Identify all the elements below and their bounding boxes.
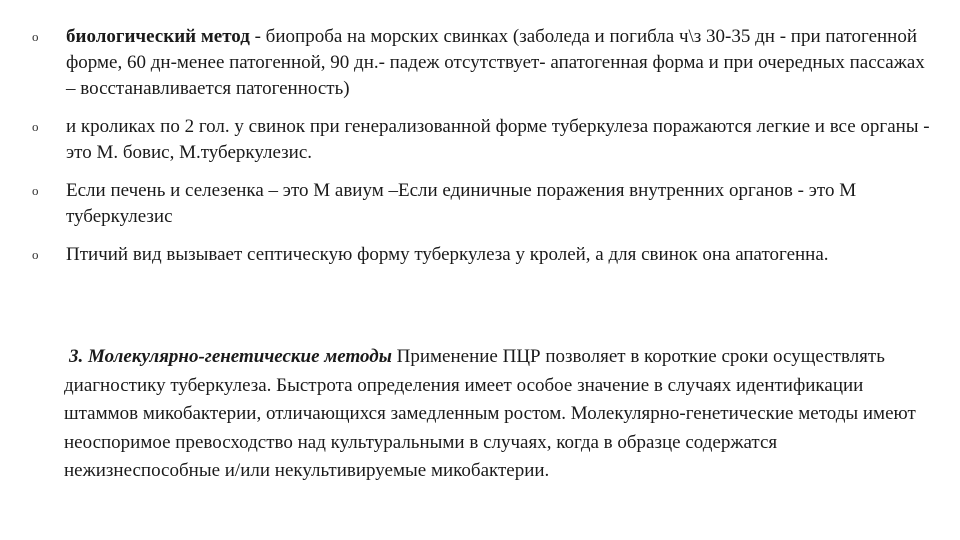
bullet-marker: o xyxy=(32,183,39,198)
list-item xyxy=(0,178,960,230)
section-paragraph xyxy=(64,343,934,486)
section-heading: 3. Молекулярно-генетические методы xyxy=(69,346,392,367)
list-item-text: Если печень и селезенка – это М авиум –Если единичные поражения внутренних органов - это М туберкулезис xyxy=(66,180,857,227)
bullet-list xyxy=(0,24,960,280)
list-item-text: Птичий вид вызывает септическую форму туберкулеза у кролей, а для свинок она апатогенна. xyxy=(66,244,829,265)
list-item xyxy=(0,114,960,166)
list-item xyxy=(0,24,960,102)
list-item-text: - биопроба на морских свинках (заболеда и погибла ч\з 30-35 дн - при патогенной форме, 60 дн-менее патогенной, 90 дн.- падеж отсутствует- апатогенная форма и при очередных пассажах – восстанавливается патогенность) xyxy=(66,26,925,99)
section-body: Применение ПЦР позволяет в короткие сроки осуществлять диагностику туберкулеза. Быстрота определения имеет особое значение в случаях идентификации штаммов микобактерии, отличающихся замедленным ростом. Молекулярно-генетические методы имеют неоспоримое превосходство над культуральными в случаях, когда в образце содержатся нежизнеспособные и/или некультивируемые микобактерии. xyxy=(64,346,916,482)
list-item xyxy=(0,242,960,268)
list-item-text: и кроликах по 2 гол. у свинок при генерализованной форме туберкулеза поражаются легкие и все органы - это М. бовис, М.туберкулезис. xyxy=(66,116,930,163)
bullet-marker: o xyxy=(32,119,39,134)
bullet-marker: o xyxy=(32,247,39,262)
bullet-marker: o xyxy=(32,29,39,44)
method-term: биологический метод xyxy=(66,26,250,47)
